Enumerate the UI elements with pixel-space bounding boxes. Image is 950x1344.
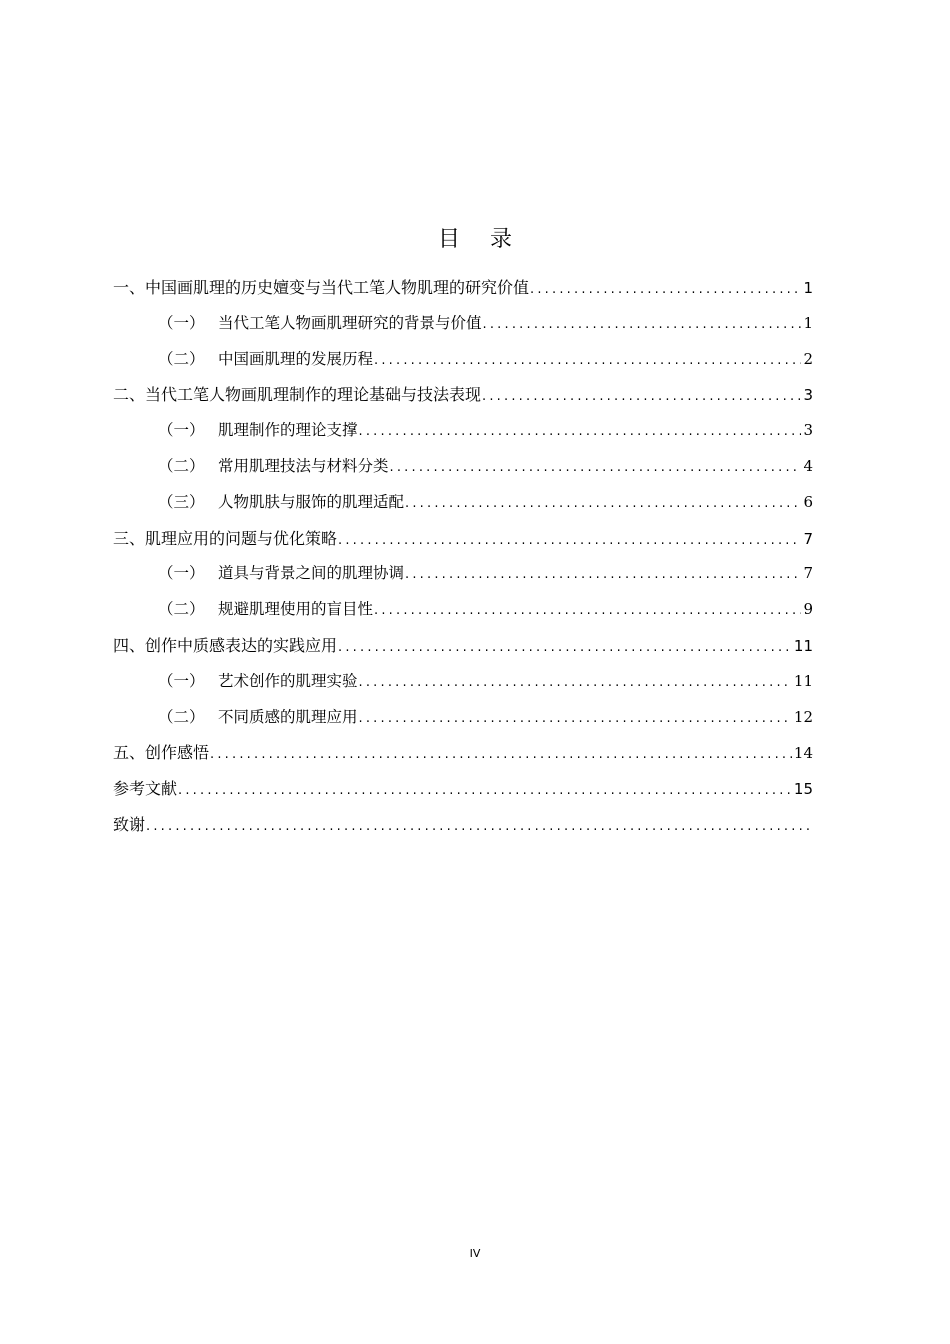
toc-leader-dots — [209, 737, 792, 771]
toc-entry-page: 4 — [803, 456, 813, 475]
toc-entry-title: 艺术创作的肌理实验 — [218, 671, 358, 690]
toc-entry[interactable] — [113, 807, 813, 843]
toc-leader-dots — [373, 343, 801, 378]
toc-entry-title: 不同质感的肌理应用 — [218, 707, 358, 726]
toc-entry-page: 14 — [793, 744, 813, 763]
toc-entry-title: 人物肌肤与服饰的肌理适配 — [218, 492, 405, 511]
toc-entry[interactable] — [113, 735, 813, 771]
toc-leader-dots — [529, 272, 801, 306]
toc-entry-page: 7 — [803, 529, 813, 548]
toc-entry[interactable] — [113, 342, 813, 378]
toc-entry-title: 三、肌理应用的问题与优化策略 — [113, 528, 338, 548]
toc-entry-page: 3 — [803, 421, 813, 440]
toc-entry-prefix: （三） — [158, 492, 205, 511]
toc-entry[interactable] — [113, 771, 813, 807]
page-number: IV — [469, 1247, 481, 1260]
toc-entry[interactable] — [113, 664, 813, 700]
toc-leader-dots — [482, 307, 802, 342]
toc-leader-dots — [404, 486, 801, 521]
toc-entry[interactable] — [113, 592, 813, 628]
toc-entry-title: 规避肌理使用的盲目性 — [218, 600, 374, 619]
toc-entry[interactable] — [113, 485, 813, 521]
toc-entry[interactable] — [113, 700, 813, 736]
toc-entry-page: 1 — [803, 313, 813, 332]
toc-entry-title: 致谢 — [113, 814, 146, 834]
toc-list — [113, 270, 813, 843]
toc-entry[interactable] — [113, 628, 813, 664]
toc-entry-title: 道具与背景之间的肌理协调 — [218, 564, 405, 583]
toc-entry[interactable] — [113, 306, 813, 342]
toc-entry-title: 五、创作感悟 — [113, 743, 210, 763]
toc-leader-dots — [358, 665, 792, 700]
toc-entry[interactable] — [113, 377, 813, 413]
toc-entry-page: 2 — [803, 349, 813, 368]
toc-title: 目录 — [437, 227, 542, 252]
toc-entry-prefix: （一） — [158, 671, 205, 690]
toc-entry-title: 当代工笔人物画肌理研究的背景与价值 — [218, 313, 482, 332]
toc-entry[interactable] — [113, 270, 813, 306]
toc-entry-prefix: （二） — [158, 707, 205, 726]
toc-entry-prefix: （二） — [158, 600, 205, 619]
toc-entry[interactable] — [113, 449, 813, 485]
toc-entry[interactable] — [113, 556, 813, 592]
toc-leader-dots — [389, 450, 802, 485]
toc-leader-dots — [373, 593, 801, 628]
toc-entry-page: 7 — [803, 564, 813, 583]
toc-leader-dots — [358, 701, 792, 736]
toc-entry-page: 11 — [793, 671, 813, 690]
toc-leader-dots — [481, 379, 801, 413]
toc-entry-prefix: （二） — [158, 349, 205, 368]
toc-entry-title: 中国画肌理的发展历程 — [218, 349, 374, 368]
toc-entry-title: 肌理制作的理论支撑 — [218, 421, 358, 440]
toc-entry[interactable] — [113, 521, 813, 557]
toc-entry-title: 二、当代工笔人物画肌理制作的理论基础与技法表现 — [113, 385, 482, 405]
toc-leader-dots — [404, 557, 801, 592]
toc-leader-dots — [337, 523, 801, 557]
toc-entry-title: 一、中国画肌理的历史嬗变与当代工笔人物肌理的研究价值 — [113, 278, 530, 297]
toc-entry-page: 1 — [803, 279, 813, 297]
toc-entry-page: 12 — [793, 707, 813, 726]
toc-leader-dots — [145, 809, 811, 843]
toc-entry-prefix: （一） — [158, 421, 205, 440]
toc-entry-page: 15 — [793, 780, 813, 799]
toc-entry-title: 四、创作中质感表达的实践应用 — [113, 635, 338, 655]
toc-entry-prefix: （二） — [158, 456, 205, 475]
toc-entry-title: 参考文献 — [113, 779, 178, 799]
toc-entry-page: 9 — [803, 600, 813, 619]
toc-entry[interactable] — [113, 413, 813, 449]
toc-leader-dots — [337, 630, 792, 664]
toc-entry-page: 11 — [793, 636, 813, 655]
toc-entry-prefix: （一） — [158, 564, 205, 583]
toc-entry-page: 6 — [803, 492, 813, 511]
toc-entry-page: 3 — [803, 386, 813, 405]
toc-leader-dots — [358, 414, 802, 449]
toc-entry-title: 常用肌理技法与材料分类 — [218, 456, 389, 475]
toc-leader-dots — [177, 773, 792, 807]
toc-entry-prefix: （一） — [158, 313, 205, 332]
